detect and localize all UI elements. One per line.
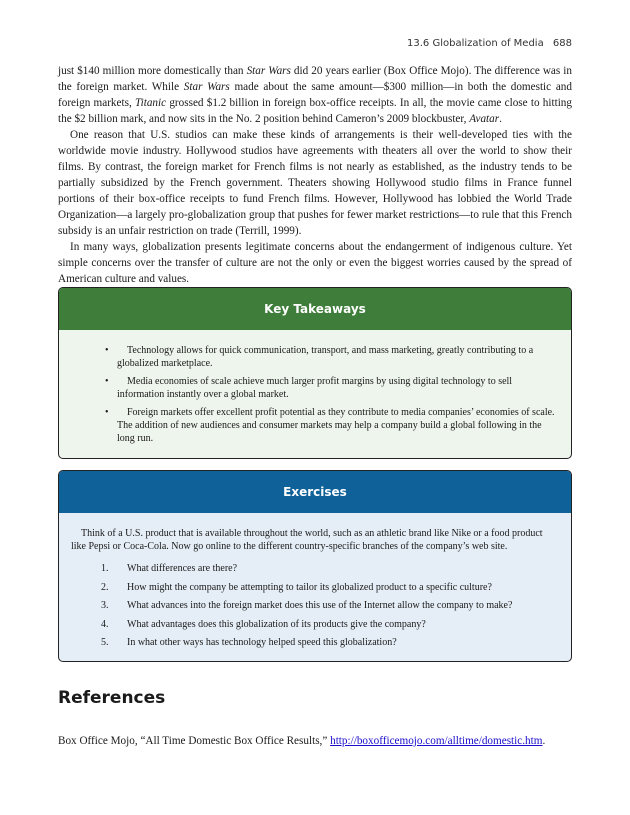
reference-end: . — [542, 735, 546, 747]
page-number: 688 — [552, 38, 572, 49]
item-text: What advantages does this globalization of its products give the company? — [127, 618, 426, 630]
item-text: What advances into the foreign market does this use of the Internet allow the company to make? — [127, 600, 513, 611]
section-title: 13.6 Globalization of Media — [407, 38, 544, 49]
key-takeaways-box — [58, 287, 572, 459]
item-number: 3. — [101, 600, 109, 611]
text-run: just $140 million more domestically than — [58, 65, 247, 77]
list-item — [101, 636, 561, 649]
exercises-box — [58, 470, 572, 662]
text-run: grossed $1.2 billion in foreign box-office receipts. In all, the movie came close to hitting the $2 billion mark, and now sits in the No. 2 position behind Cameron’s 2009 blockbuster, — [58, 97, 572, 125]
item-text: What differences are there? — [127, 563, 238, 574]
list-item — [101, 581, 561, 594]
body-text — [58, 63, 572, 287]
exercises-title: Exercises — [59, 471, 571, 513]
paragraph: In many ways, globalization presents legitimate concerns about the endangerment of indigenous culture. Yet simple concerns over the transfer of culture are not the only or even the biggest worries caused by the spread of American culture and values. — [58, 241, 572, 285]
item-text: In what other ways has technology helped speed this globalization? — [127, 637, 397, 648]
item-number: 5. — [101, 637, 109, 648]
takeaways-list — [59, 344, 571, 445]
text-run: . — [499, 113, 502, 125]
reference-link[interactable]: http://boxofficemojo.com/alltime/domestic.htm — [330, 735, 543, 747]
italic-title: Titanic — [135, 97, 167, 109]
item-number: 2. — [101, 581, 109, 593]
references-heading: References — [58, 688, 166, 708]
italic-title: Avatar — [469, 113, 500, 125]
item-number: 4. — [101, 618, 109, 630]
paragraph: One reason that U.S. studios can make these kinds of arrangements is their well-developed ties with the worldwide movie industry. Hollywood studios have agreements with theaters all over the world to show their films. By contrast, the foreign market for French films is not nearly as established, as the industry tends to be partially subsidized by the French government. Theaters showing Hollywood studio films in France funnel portions of their box-office receipts to fund French films. However, Hollywood has lobbied the World Trade Organization—a largely pro-globalization group that pushes for fewer market restrictions—to rule that this French subsidy is an unfair restriction on trade (Terrill, 1999). — [58, 129, 572, 237]
exercises-intro: Think of a U.S. product that is available throughout the world, such as an athletic brand like Nike or a food product like Pepsi or Coca-Cola. Now go online to the different country-specific branches of the company’s web site. — [71, 528, 543, 552]
item-number: 1. — [101, 563, 109, 574]
italic-title: Star Wars — [246, 65, 291, 77]
key-takeaways-title: Key Takeaways — [59, 288, 571, 330]
text-run: made about the same amount—$300 million—in both the domestic and foreign markets, — [58, 81, 572, 109]
item-text: How might the company be attempting to tailor its globalized product to a specific culture? — [127, 581, 492, 593]
list-item — [101, 562, 561, 575]
italic-title: Star Wars — [183, 81, 230, 93]
text-run: did 20 years earlier (Box Office Mojo). The difference was in the foreign market. While — [58, 65, 572, 93]
reference-text: Box Office Mojo, “All Time Domestic Box Office Results,” — [58, 735, 331, 747]
list-item: • Foreign markets offer excellent profit potential as they contribute to media companies’ economies of scale. The addition of new audiences and consumer markets may help a company build a global following in the long run. — [117, 406, 561, 445]
paragraph — [58, 63, 572, 127]
exercises-list — [59, 562, 571, 649]
list-item — [101, 618, 561, 631]
list-item — [101, 599, 561, 612]
running-header — [407, 38, 572, 49]
reference-entry — [58, 733, 572, 749]
list-item: • Technology allows for quick communication, transport, and mass marketing, greatly contributing to a globalized marketplace. — [117, 344, 561, 370]
list-item: • Media economies of scale achieve much larger profit margins by using digital technology to sell information instantly over a global market. — [117, 375, 561, 401]
